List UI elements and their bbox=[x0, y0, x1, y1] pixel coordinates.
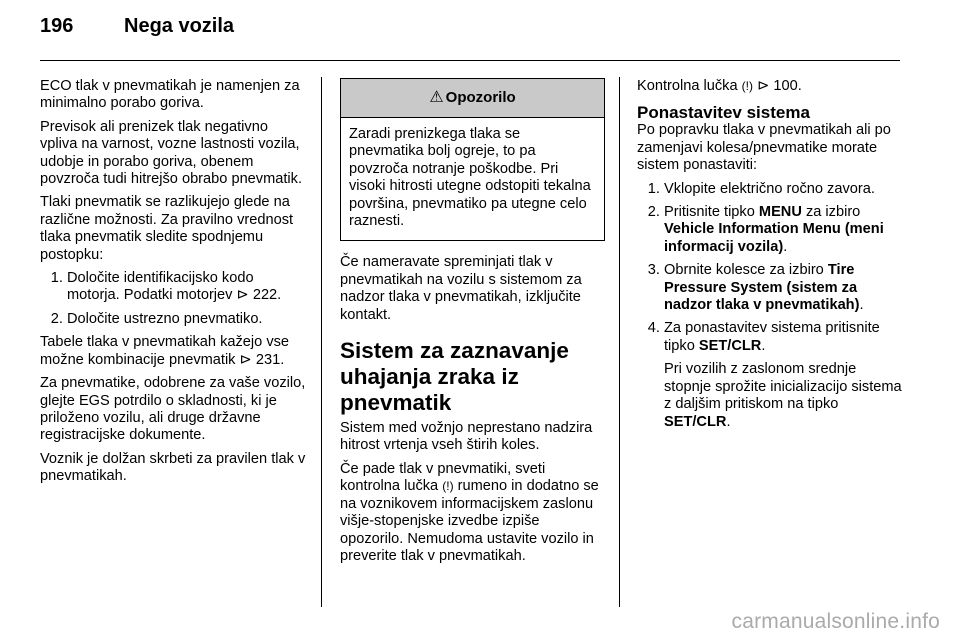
section-title: Sistem za zaznavanje uhajanja zraka iz pnevmatik bbox=[340, 338, 569, 416]
warning-title: Opozorilo bbox=[445, 89, 516, 107]
menu-label-tire-pressure-system: Tire Pressure System (sistem za nadzor tlaka v pnevmatikah) bbox=[664, 262, 860, 314]
header-rule bbox=[40, 60, 900, 61]
page-reference-icon: ⊳ bbox=[236, 287, 249, 304]
paragraph-pressure-effects: Previsok ali prenizek tlak negativno vpliva na varnost, vozne lastnosti vozila, udobje in porabo goriva, obenem povzroča tudi hitrejšo obrabo pnevmatik. bbox=[40, 118, 303, 188]
list-item-text: za izbiro bbox=[805, 204, 861, 221]
list-item: 2. Pritisnite tipko MENU za izbiro Vehicle Information Menu (meni informacij vozila). bbox=[664, 204, 905, 256]
page-reference-icon: ⊳ bbox=[239, 351, 252, 368]
column-1 bbox=[40, 78, 306, 492]
list-item-text: Določite identifikacijsko kodo motorja. Podatki motorjev bbox=[67, 270, 254, 304]
list-item: 4. Za ponastavitev sistema pritisnite tipko SET/CLR. Pri vozilih z zaslonom srednje stopnje sprožite inicializacijo sistema z daljšim pritiskom na tipko SET/CLR. bbox=[664, 320, 905, 430]
list-item: 3. Obrnite kolesce za izbiro Tire Pressure System (sistem za nadzor tlaka v pnevmatikah). bbox=[664, 262, 905, 314]
watermark: carmanualsonline.info bbox=[731, 610, 940, 633]
paragraph-text: Če pade tlak v pnevmatiki, sveti kontrolna lučka bbox=[340, 460, 546, 495]
warning-text: Zaradi prenizkega tlaka se pnevmatika bolj ogreje, to pa povzroča notranje poškodbe. Pri visoki hitrosti utegne odstopiti tekalna površina, pnevmatiko pa utegne celo raznesti. bbox=[349, 126, 591, 230]
page-reference-link[interactable]: 231. bbox=[255, 351, 285, 368]
list-item-text: Obrnite kolesce za izbiro bbox=[664, 262, 824, 279]
page-reference-link[interactable]: 100. bbox=[773, 78, 802, 94]
paragraph-pressure-options: Tlaki pnevmatik se razlikujejo glede na različne možnosti. Za pravilno vrednost tlaka pnevmatik sledite spodnjemu postopku: bbox=[40, 194, 294, 263]
page-reference-icon: ⊳ bbox=[757, 78, 770, 94]
procedure-list bbox=[40, 270, 306, 328]
paragraph-driver-responsibility: Voznik je dolžan skrbeti za pravilen tlak v pnevmatikah. bbox=[40, 450, 306, 485]
warning-header bbox=[341, 79, 604, 118]
page-reference-link[interactable]: 222. bbox=[252, 287, 282, 304]
paragraph-text: Kontrolna lučka bbox=[637, 78, 738, 94]
paragraph-control-light bbox=[637, 78, 905, 95]
list-item bbox=[664, 181, 905, 198]
menu-label-vehicle-information: Vehicle Information Menu (meni informacij vozila) bbox=[664, 221, 884, 255]
tyre-pressure-warning-icon: (!) bbox=[442, 479, 454, 494]
warning-box bbox=[340, 78, 605, 241]
tyre-pressure-warning-icon: (!) bbox=[741, 79, 753, 93]
paragraph-system-monitoring: Sistem med vožnjo neprestano nadzira hitrost vrtenja vseh štirih koles. bbox=[340, 420, 593, 454]
paragraph-eco-pressure: ECO tlak v pnevmatikah je namenjen za minimalno porabo goriva. bbox=[40, 78, 300, 112]
paragraph-ignition-off: Če nameravate spreminjati tlak v pnevmatikah na vozilu s sistemom za nadzor tlaka v pnevmatikah, izključite kontakt. bbox=[340, 254, 582, 323]
list-item bbox=[67, 311, 306, 328]
key-label-set-clr: SET/CLR bbox=[664, 413, 727, 430]
reset-procedure-list bbox=[637, 181, 905, 431]
list-item-note: Pri vozilih z zaslonom srednje stopnje sprožite inicializacijo sistema z daljšim pritiskom na tipko SET/CLR. bbox=[664, 361, 902, 430]
subsection-title: Ponastavitev sistema bbox=[637, 103, 810, 123]
warning-triangle-icon: ⚠ bbox=[429, 89, 444, 107]
column-3 bbox=[637, 78, 905, 437]
paragraph-warning-light bbox=[340, 461, 605, 565]
paragraph-approved-tyres: Za pnevmatike, odobrene za vaše vozilo, glejte EGS potrdilo o skladnosti, ki je priloženo vozilu, ali druge državne registracijske dokumente. bbox=[40, 375, 306, 444]
key-label-menu: MENU bbox=[758, 204, 802, 221]
column-2 bbox=[340, 78, 605, 571]
paragraph-reset-intro: Po popravku tlaka v pnevmatikah ali po zamenjavi kolesa/pnevmatike morate sistem ponastaviti: bbox=[637, 122, 891, 174]
paragraph-text: rumeno in dodatno se na voznikovem informacijskem zaslonu višje-stopenjske izvedbe izpiše opozorilo. Nemudoma ustavite vozilo in preverite tlak v pnevmatikah. bbox=[340, 478, 599, 564]
column-divider-left bbox=[321, 77, 322, 607]
list-item-text: Za ponastavitev sistema pritisnite tipko bbox=[664, 320, 880, 354]
page-number: 196 bbox=[40, 15, 74, 37]
list-item-text: Vklopite električno ročno zavora. bbox=[664, 180, 875, 197]
list-item bbox=[67, 270, 306, 305]
key-label-set-clr: SET/CLR bbox=[698, 337, 762, 354]
list-item-text: Pri vozilih z zaslonom srednje stopnje sprožite inicializacijo sistema z daljšim pritiskom na tipko bbox=[664, 361, 902, 413]
page-title: Nega vozila bbox=[124, 15, 235, 37]
paragraph-text: Tabele tlaka v pnevmatikah kažejo vse možne kombinacije pnevmatik bbox=[40, 334, 290, 368]
column-divider-right bbox=[619, 77, 620, 607]
paragraph-pressure-tables bbox=[40, 334, 306, 369]
list-item-text: Pritisnite tipko bbox=[664, 204, 755, 221]
list-item-text: Določite ustrezno pnevmatiko. bbox=[67, 310, 263, 327]
